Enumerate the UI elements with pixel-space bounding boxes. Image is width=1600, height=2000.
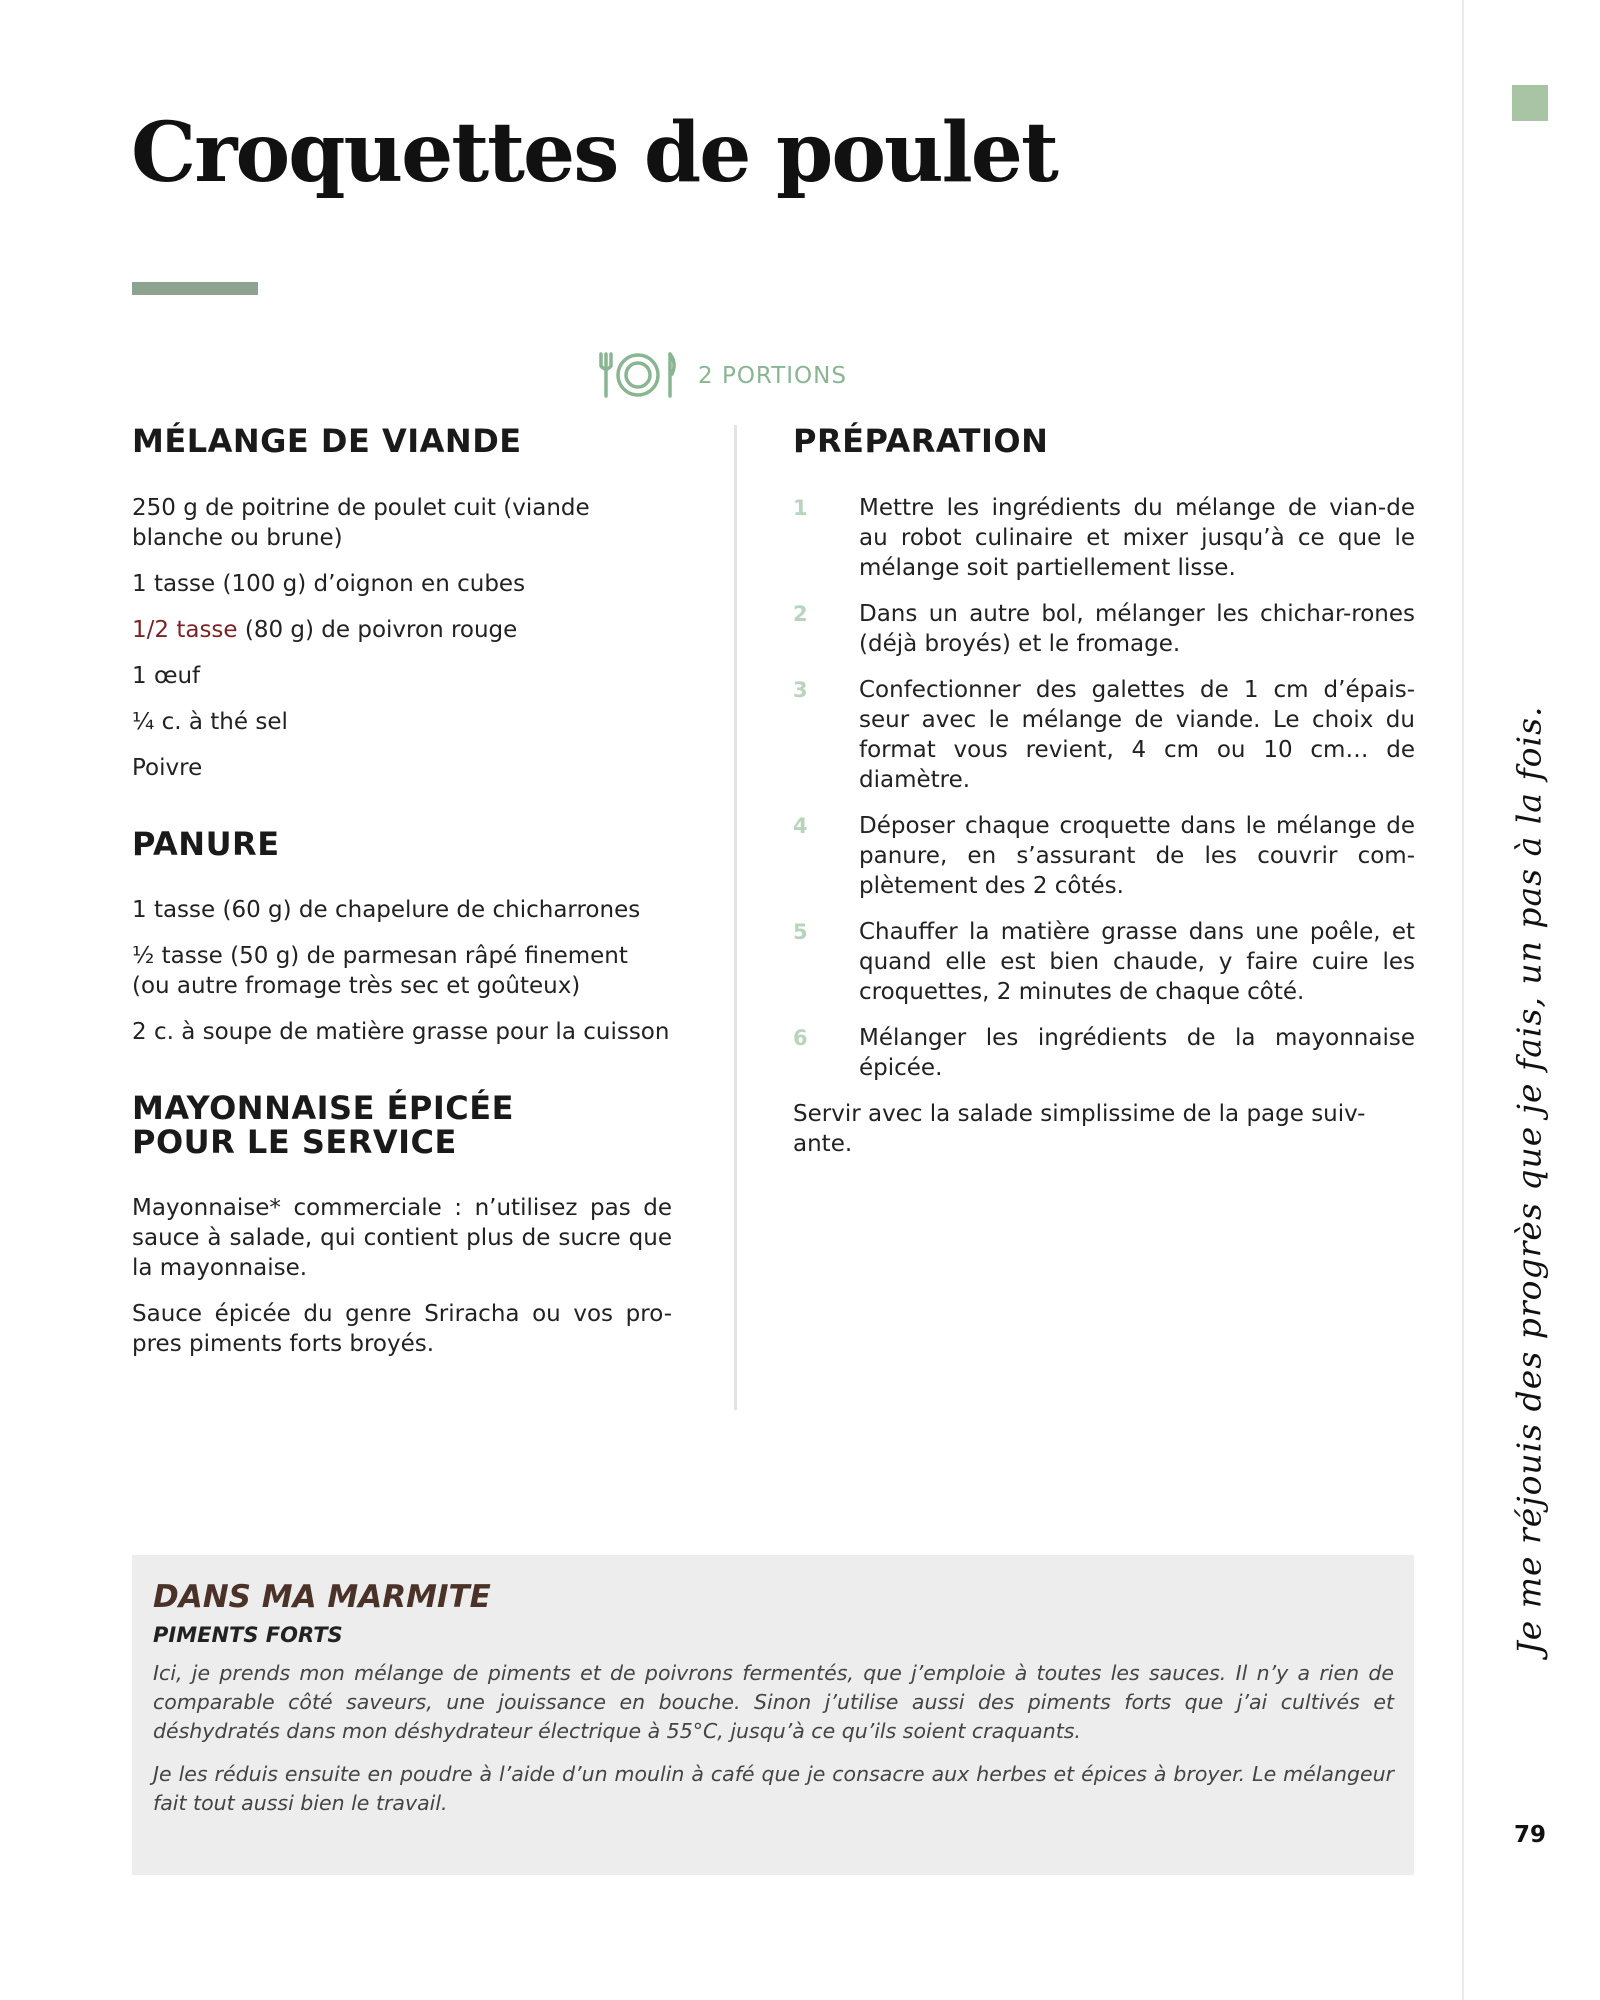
step-item: [793, 493, 1415, 583]
step-number: 1: [793, 495, 808, 520]
step-number: 5: [793, 919, 808, 944]
chapter-marker: [1512, 85, 1548, 121]
mayo-paragraph: Sauce épicée du genre Sriracha ou vos pro-pres piments forts broyés.: [132, 1301, 672, 1358]
step-text: Confectionner des galettes de 1 cm d’épais-seur avec le mélange de viande. Le choix du format vous revient, 4 cm ou 10 cm… de diamètre.: [859, 676, 1415, 793]
ingredient-item: ½ tasse (50 g) de parmesan râpé finement (ou autre fromage très sec et goûteux): [132, 943, 628, 1000]
preparation-heading: PRÉPARATION: [793, 422, 1049, 460]
breading-section: [132, 824, 672, 1048]
column-divider: [734, 425, 737, 1410]
step-item: [793, 675, 1415, 795]
breading-list: [132, 895, 672, 1047]
ingredient-item: ¼ c. à thé sel: [132, 708, 288, 735]
step-text: Mettre les ingrédients du mélange de vian-de au robot culinaire et mixer jusqu’à ce que le mélange soit partiellement lisse.: [859, 494, 1415, 581]
tip-paragraph: Je les réduis ensuite en poudre à l’aide d’un moulin à café que je consacre aux herbes et épices à broyer. Le mélangeur fait tout aussi bien le travail.: [153, 1762, 1394, 1815]
step-number: 6: [793, 1025, 808, 1050]
meat-mix-heading: MÉLANGE DE VIANDE: [132, 422, 522, 460]
ingredient-item: 2 c. à soupe de matière grasse pour la cuisson: [132, 1019, 670, 1046]
ingredient-item: 1 œuf: [132, 662, 201, 689]
step-item: [793, 1023, 1415, 1083]
highlighted-quantity: 1/2 tasse: [132, 616, 238, 643]
page-title: Croquettes de poulet: [131, 105, 1057, 201]
portions-info: [598, 348, 847, 404]
step-text: Déposer chaque croquette dans le mélange de panure, en s’assurant de les couvrir com-plètement des 2 côtés.: [859, 812, 1415, 899]
ingredient-item: 1 tasse (60 g) de chapelure de chicharrones: [132, 897, 641, 924]
mayo-section: [132, 1089, 672, 1359]
step-text: Mélanger les ingrédients de la mayonnaise épicée.: [859, 1024, 1415, 1081]
step-number: 3: [793, 677, 808, 702]
tip-box: [132, 1555, 1414, 1875]
ingredient-item: Poivre: [132, 754, 203, 781]
step-text: Dans un autre bol, mélanger les chichar-rones (déjà broyés) et le fromage.: [859, 600, 1415, 657]
mayo-paragraph: Mayonnaise* commerciale : n’utilisez pas de sauce à salade, qui contient plus de sucre que la mayonnaise.: [132, 1195, 672, 1282]
preparation-steps: [793, 493, 1415, 1083]
page-edge-line: [1462, 0, 1464, 2000]
step-text: Chauffer la matière grasse dans une poêle, et quand elle est bien chaude, y faire cuire les croquettes, 2 minutes de chaque côté.: [859, 918, 1415, 1005]
breading-heading: PANURE: [132, 824, 280, 863]
ingredient-item: 250 g de poitrine de poulet cuit (viande blanche ou brune): [132, 494, 590, 551]
ingredient-item: 1 tasse (100 g) d’oignon en cubes: [132, 570, 526, 597]
step-item: [793, 917, 1415, 1007]
preparation-column: [793, 422, 1415, 1159]
plate-fork-knife-icon: [598, 346, 678, 406]
step-item: [793, 599, 1415, 659]
step-item: [793, 811, 1415, 901]
step-number: 4: [793, 813, 808, 838]
meat-mix-list: [132, 493, 672, 783]
title-underline: [132, 282, 258, 295]
portions-label: 2 PORTIONS: [698, 363, 847, 389]
meat-mix-section: [132, 422, 672, 783]
ingredient-item: 1/2 tasse (80 g) de poivron rouge: [132, 616, 518, 643]
ingredients-column: [132, 422, 672, 1375]
page-number: 79: [1514, 1822, 1547, 1848]
tip-box-title: DANS MA MARMITE: [153, 1579, 491, 1615]
serving-note: Servir avec la salade simplissime de la page suiv-ante.: [793, 1100, 1366, 1157]
tip-box-subtitle: PIMENTS FORTS: [153, 1623, 343, 1647]
tip-paragraph: Ici, je prends mon mélange de piments et de poivrons fermentés, que j’emploie à toutes les sauces. Il n’y a rien de comparable côté saveurs, une jouissance en bouche. Sinon j’utilise aussi des piments forts que j’ai cultivés et déshydratés dans mon déshydrateur électrique à 55°C, jusqu’à ce qu’ils soient craquants.: [153, 1661, 1394, 1743]
side-quote: Je me réjouis des progrès que je fais, un pas à la fois.: [1509, 705, 1549, 1655]
step-number: 2: [793, 601, 808, 626]
mayo-heading: MAYONNAISE ÉPICÉE POUR LE SERVICE: [132, 1089, 514, 1161]
